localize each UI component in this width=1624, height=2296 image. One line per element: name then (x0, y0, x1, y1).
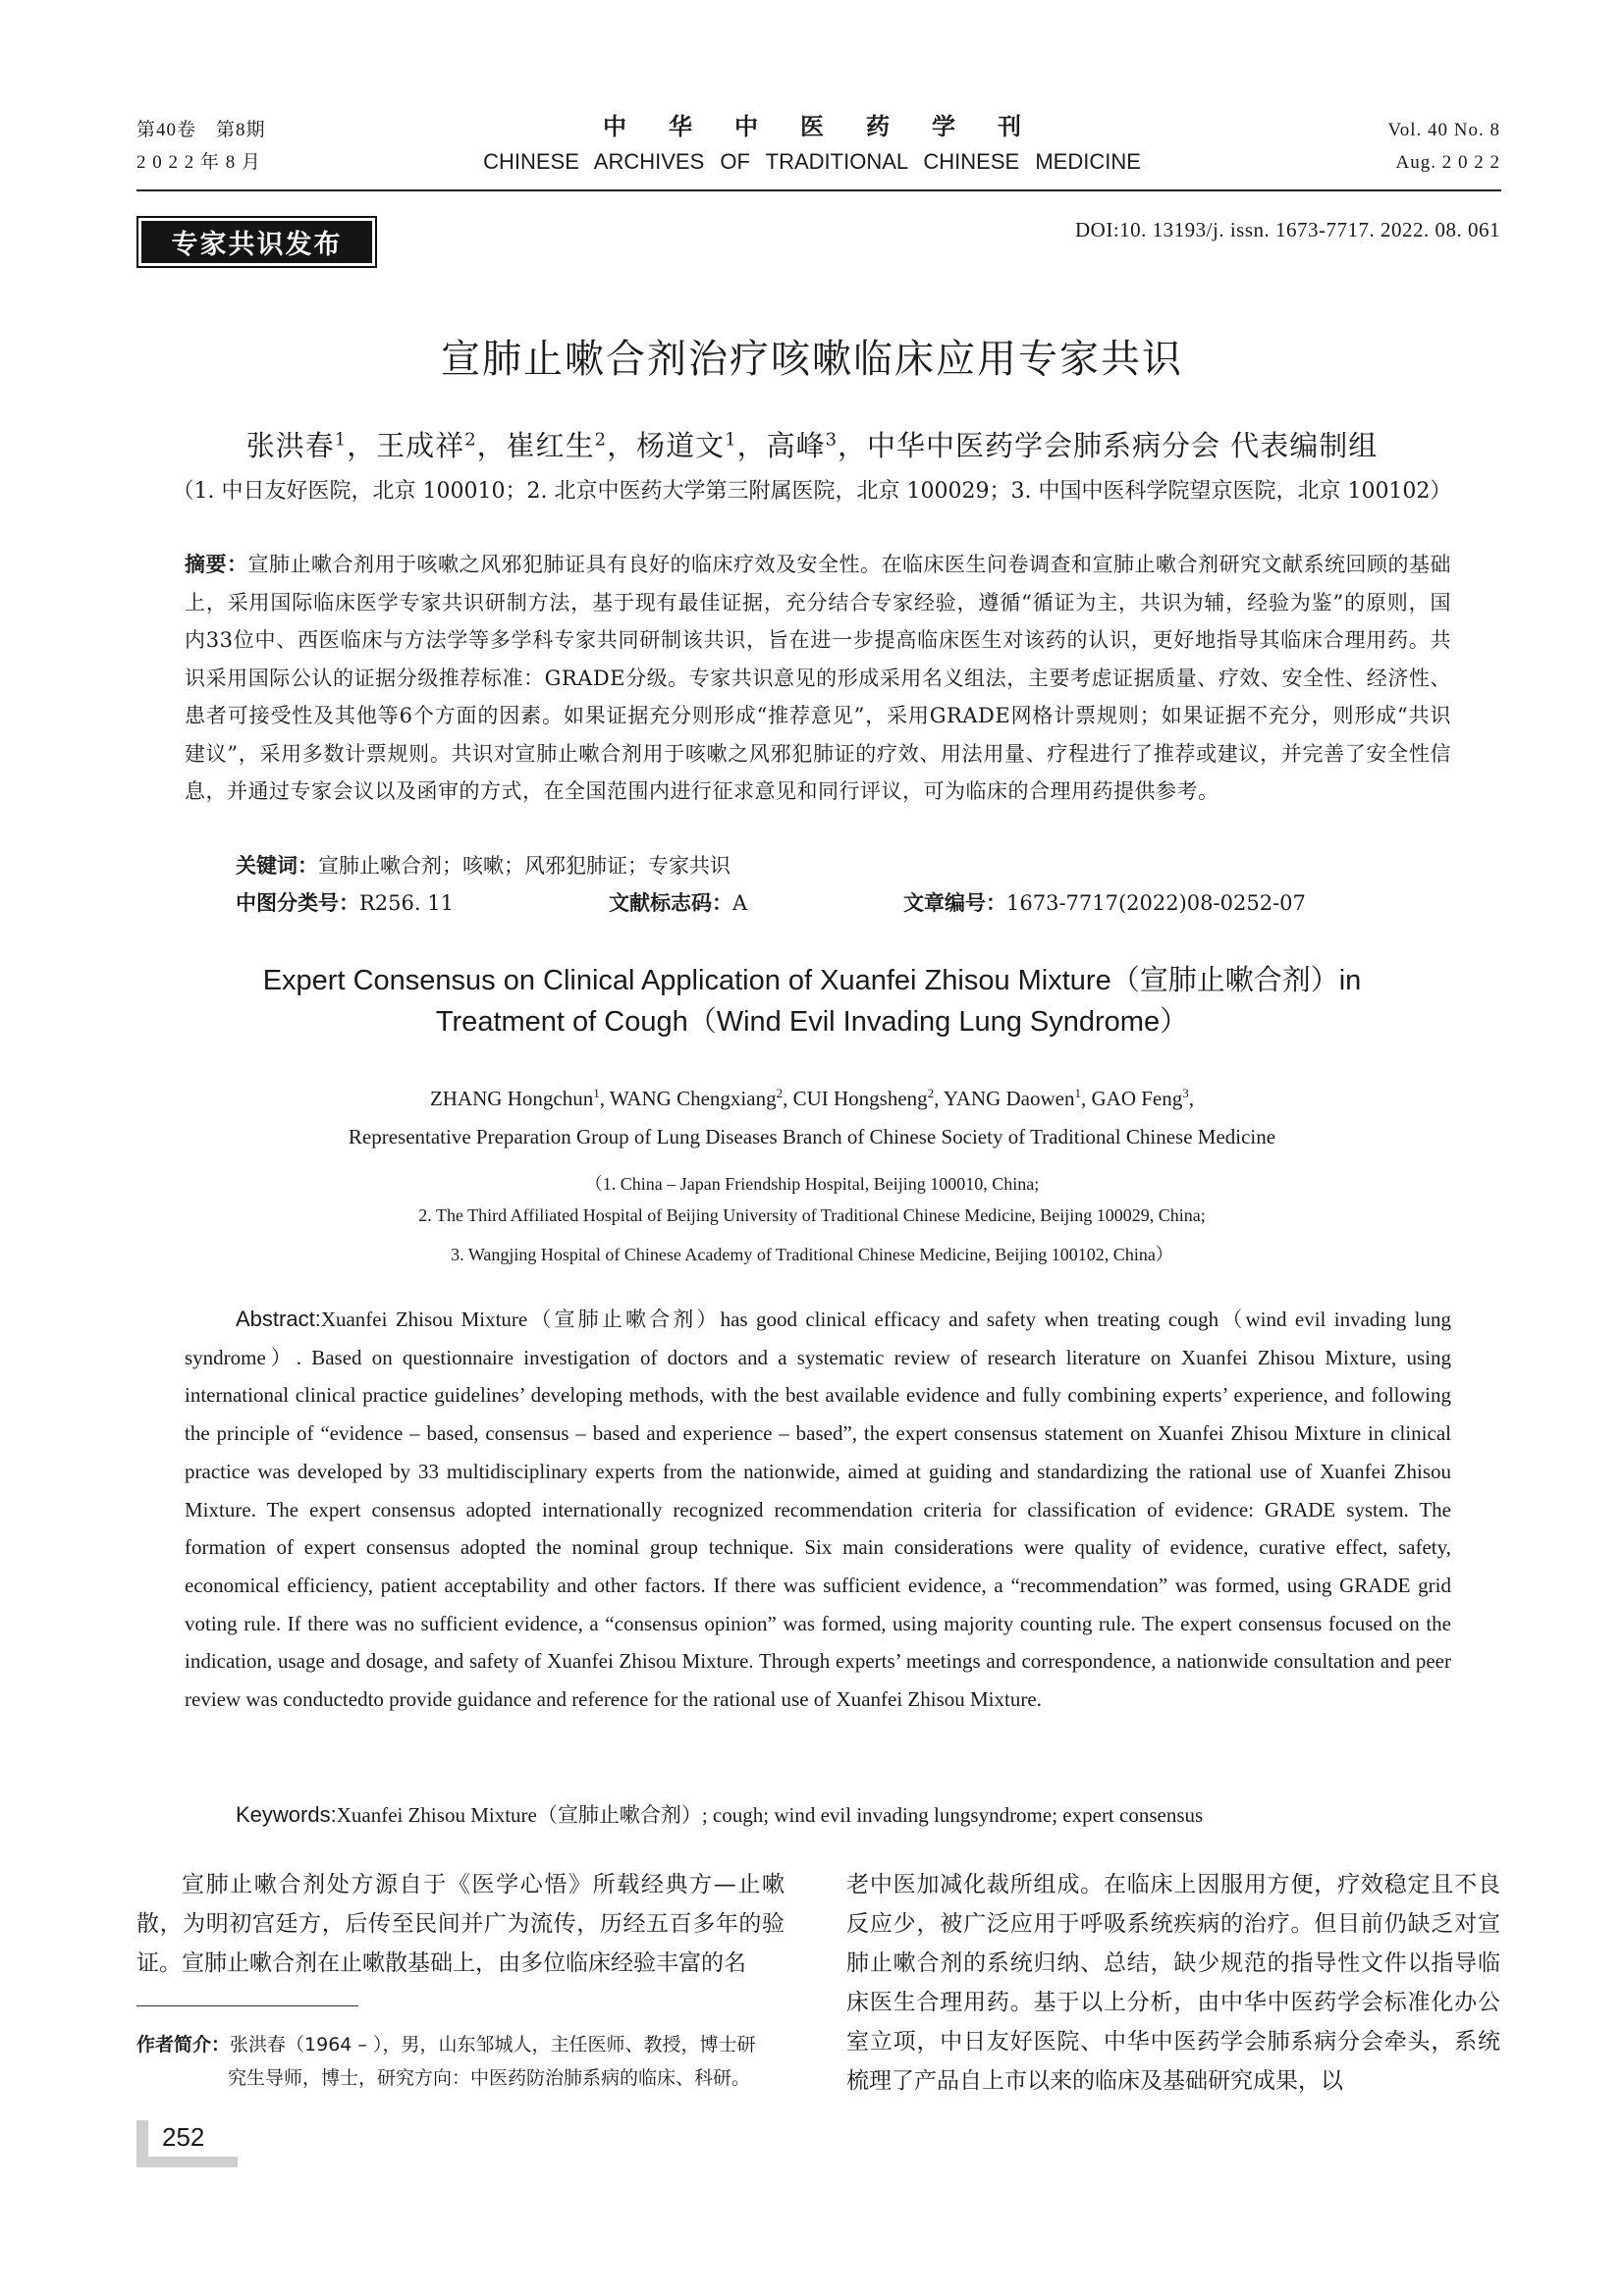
footnote-rule (136, 2005, 358, 2006)
doc-code-value: A (732, 891, 748, 915)
classification-line (236, 887, 1414, 917)
body-right-column: 老中医加减化裁所组成。在临床上因服用方便，疗效稳定且不良反应少，被广泛应用于呼吸系统疾病的治疗。但目前仍缺乏对宣肺止嗽合剂的系统归纳、总结，缺少规范的指导性文件以指导临床医生合理用药。基于以上分析，由中华中医药学会标准化办公室立项，中日友好医院、中华中医药学会肺系病分会牵头，系统梳理了产品自上市以来的临床及基础研究成果，以 (846, 1872, 1500, 2094)
volume-cn: 第40卷 第8期 (136, 120, 266, 140)
authors-cn: 张洪春$^1$，王成祥$^2$，崔红生$^2$，杨道文$^1$，高峰$^3$，中华中医药学会肺系病分会 代表编制组 (245, 429, 1379, 462)
title-en-line2: Treatment of Cough（Wind Evil Invading Lung Syndrome） (435, 1006, 1189, 1038)
page-number: 252 (162, 2122, 205, 2152)
title-cn: 宣肺止嗽合剂治疗咳嗽临床应用专家共识 (441, 337, 1183, 382)
page-number-bracket-base (136, 2157, 238, 2167)
footnote-line2: 究生导师，博士，研究方向：中医药防治肺系病的临床、科研。 (228, 2067, 751, 2089)
journal-name-cn: 中华中医药学刊 (603, 113, 1063, 140)
keywords-cn (236, 850, 731, 880)
abstract-en-label: Abstract: (236, 1307, 321, 1331)
title-en-line1: Expert Consensus on Clinical Application of Xuanfei Zhisou Mixture（宣肺止嗽合剂）in (262, 965, 1362, 996)
author-sup-en: 1 (1074, 1086, 1081, 1100)
keywords-cn-label: 关键词： (236, 854, 318, 878)
abstract-cn (185, 546, 1451, 811)
author-sup: 2 (464, 429, 477, 451)
author-name: 张洪春 (245, 429, 335, 462)
abstract-en-text: Xuanfei Zhisou Mixture（宣肺止嗽合剂）has good clinical efficacy and safety when treating cough（wind evil invading lung syndrome）. Based on questionnaire investigation of doctors and a systematic review of research literature on Xuanfei Zhisou Mixture, using international clinical practice guidelines’ developing methods, with the best available evidence and fully combining experts’ experience, and following the principle of “evidence – based, consensus – based and experience – based”, the expert consensus statement on Xuanfei Zhisou Mixture in clinical practice was developed by 33 multidisciplinary experts from the nationwide, aimed at guiding and standardizing the rational use of Xuanfei Zhisou Mixture. The expert consensus adopted internationally recognized recommendation criteria for classification of evidence: GRADE system. The formation of expert consensus adopted the nominal group technique. Six main considerations were quality of evidence, curative effect, safety, economical efficiency, patient acceptability and other factors. If there was sufficient evidence, a “recommendation” was formed, using GRADE grid voting rule. If there was no sufficient evidence, a “consensus opinion” was formed, using majority counting rule. The expert consensus focused on the indication, usage and dosage, and safety of Xuanfei Zhisou Mixture. Through experts’ meetings and correspondence, a nationwide consultation and peer review was conductedto provide guidance and reference for the rational use of Xuanfei Zhisou Mixture. (185, 1308, 1451, 1712)
author-sup: 1 (725, 429, 737, 451)
abstract-cn-text: 宣肺止嗽合剂用于咳嗽之风邪犯肺证具有良好的临床疗效及安全性。在临床医生问卷调查和宣肺止嗽合剂研究文献系统回顾的基础上，采用国际临床医学专家共识研制方法，基于现有最佳证据，充分结合专家经验，遵循“循证为主，共识为辅，经验为鉴”的原则，国内33位中、西医临床与方法学等多学科专家共同研制该共识，旨在进一步提高临床医生对该药的认识，更好地指导其临床合理用药。共识采用国际公认的证据分级推荐标准：GRADE分级。专家共识意见的形成采用名义组法，主要考虑证据质量、疗效、安全性、经济性、患者可接受性及其他等6个方面的因素。如果证据充分则形成“推荐意见”，采用GRADE网格计票规则；如果证据不充分，则形成“共识建议”，采用多数计票规则。共识对宣肺止嗽合剂用于咳嗽之风邪犯肺证的疗效、用法用量、疗程进行了推荐或建议，并完善了安全性信息，并通过专家会议以及函审的方式，在全国范围内进行征求意见和同行评议，可为临床的合理用药提供参考。 (185, 553, 1451, 803)
author-sup: 2 (594, 429, 608, 451)
author-name: 崔红生 (506, 429, 595, 462)
doc-code-label: 文献标志码： (609, 891, 732, 915)
author-name-en: ZHANG Hongchun (429, 1087, 594, 1110)
footnote-line1: 张洪春（1964 – ），男，山东邹城人，主任医师、教授，博士研 (230, 2034, 756, 2056)
author-sup-en: 1 (593, 1086, 600, 1100)
keywords-cn-text: 宣肺止嗽合剂；咳嗽；风邪犯肺证；专家共识 (318, 854, 731, 878)
title-en (0, 960, 1624, 1042)
affiliation-en-2: 2. The Third Affiliated Hospital of Beijing University of Traditional Chinese Medicine, Beijing 100029, China; (418, 1205, 1206, 1225)
body-left-column: 宣肺止嗽合剂处方源自于《医学心悟》所载经典方—止嗽散，为明初宫廷方，后传至民间并广为流传，历经五百多年的验证。宣肺止嗽合剂在止嗽散基础上，由多位临床经验丰富的名 (136, 1872, 785, 1976)
affiliations-cn: （1. 中日友好医院，北京 100010；2. 北京中医药大学第三附属医院，北京 100029；3. 中国中医科学院望京医院，北京 100102） (172, 479, 1452, 504)
abstract-en (185, 1301, 1451, 1719)
keywords-en-label: Keywords: (236, 1802, 337, 1827)
author-name-en: WANG Chengxiang (609, 1087, 777, 1110)
date-en: Aug. 2 0 2 2 (1395, 152, 1500, 173)
author-name-en: CUI Hongsheng (792, 1087, 928, 1110)
section-badge-label: 专家共识发布 (141, 221, 372, 263)
authors-en-group: Representative Preparation Group of Lung Diseases Branch of Chinese Society of Traditional Chinese Medicine (348, 1125, 1276, 1148)
author-sup: 3 (825, 429, 839, 451)
authors-en: ZHANG Hongchun$^1$, WANG Chengxiang$^2$, CUI Hongsheng$^2$, YANG Daowen$^1$, GAO Feng$^3$, (429, 1086, 1195, 1110)
author-name: 王成祥 (376, 429, 465, 462)
affiliation-en-3: 3. Wangjing Hospital of Chinese Academy of Traditional Chinese Medicine, Beijing 100102, China） (451, 1245, 1173, 1264)
author-name: 杨道文 (636, 429, 726, 462)
volume-en: Vol. 40 No. 8 (1387, 120, 1500, 140)
article-no-value: 1673-7717(2022)08-0252-07 (1006, 891, 1306, 915)
author-name-en: GAO Feng (1091, 1087, 1183, 1110)
author-footnote (136, 2028, 794, 2095)
author-name-en: YANG Daowen (943, 1087, 1075, 1110)
author-group: 中华中医药学会肺系病分会 代表编制组 (867, 429, 1379, 462)
author-sup-en: 3 (1182, 1086, 1189, 1100)
header-volume-en-block (1387, 114, 1500, 179)
journal-name-en: CHINESE ARCHIVES OF TRADITIONAL CHINESE MEDICINE (483, 149, 1141, 174)
author-sup-en: 2 (776, 1086, 784, 1100)
keywords-en-text: Xuanfei Zhisou Mixture（宣肺止嗽合剂）; cough; wind evil invading lungsyndrome; expert consensus (336, 1803, 1204, 1827)
header-rule (136, 189, 1501, 191)
author-name: 高峰 (766, 429, 826, 462)
journal-name-block (0, 108, 1624, 179)
article-no-label: 文章编号： (903, 891, 1006, 915)
affiliation-en-1: （1. China – Japan Friendship Hospital, Beijing 100010, China; (584, 1174, 1040, 1194)
clc-value: R256. 11 (359, 891, 454, 915)
section-badge (136, 216, 377, 268)
doi[interactable]: DOI:10. 13193/j. issn. 1673-7717. 2022. 08. 061 (1075, 218, 1500, 241)
author-sup: 1 (334, 429, 348, 451)
clc-label: 中图分类号： (236, 891, 359, 915)
keywords-en (236, 1799, 1203, 1829)
abstract-cn-label: 摘要： (185, 553, 248, 576)
author-sup-en: 2 (927, 1086, 935, 1100)
footnote-label: 作者简介： (136, 2034, 231, 2056)
date-cn: 2 0 2 2 年 8 月 (136, 152, 262, 173)
